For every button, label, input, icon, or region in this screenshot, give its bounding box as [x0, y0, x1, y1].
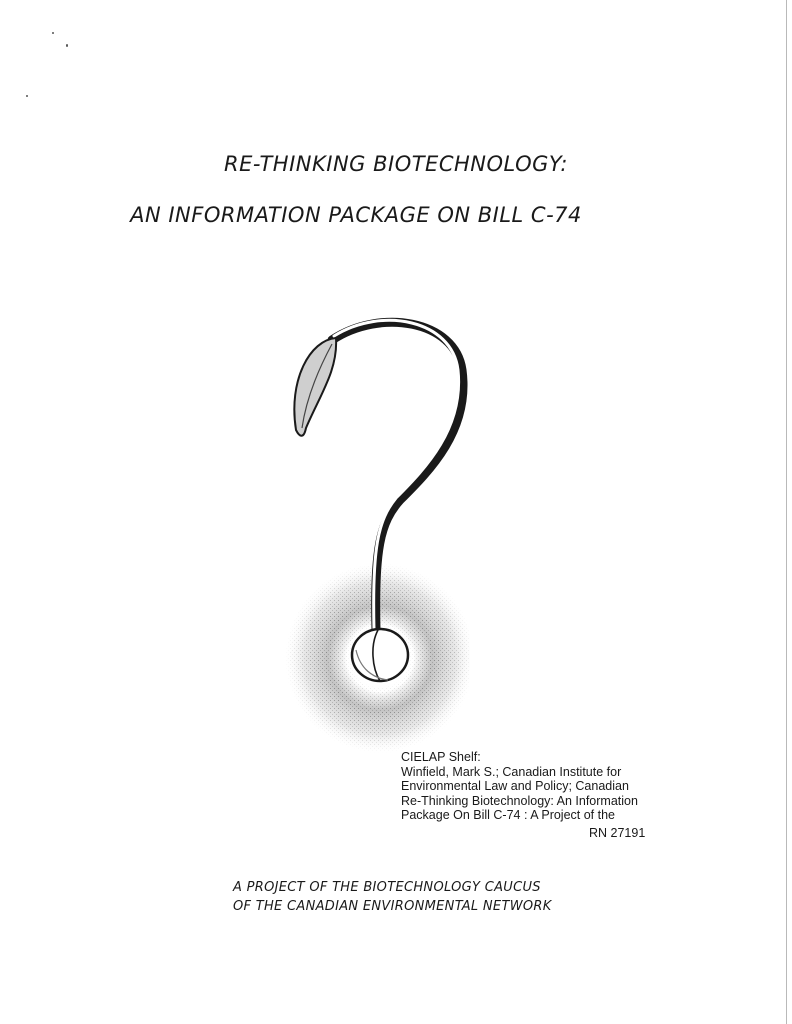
- catalog-heading: CIELAP Shelf:: [401, 750, 481, 764]
- scan-speck: [66, 44, 68, 47]
- scan-edge-line: [786, 0, 787, 1024]
- catalog-label: [401, 750, 721, 840]
- project-credit: [233, 878, 653, 916]
- catalog-line: Re-Thinking Biotechnology: An Information: [401, 793, 638, 808]
- catalog-line: Environmental Law and Policy; Canadian: [401, 779, 629, 793]
- seed: [352, 629, 408, 681]
- seedling-leaf: [294, 338, 336, 436]
- project-credit-line-2: OF THE CANADIAN ENVIRONMENTAL NETWORK: [233, 899, 552, 914]
- record-number: RN 27191: [589, 825, 646, 840]
- project-credit-line-1: A PROJECT OF THE BIOTECHNOLOGY CAUCUS: [233, 880, 541, 895]
- question-mark-seedling-icon: [270, 300, 470, 760]
- scan-speck: [52, 32, 54, 34]
- scan-speck: [26, 95, 28, 97]
- catalog-line: Winfield, Mark S.; Canadian Institute for: [401, 764, 622, 779]
- title-line-2: AN INFORMATION PACKAGE ON BILL C-74: [130, 203, 582, 227]
- catalog-line: Package On Bill C-74 : A Project of the: [401, 808, 616, 822]
- title-line-1: RE-THINKING BIOTECHNOLOGY:: [224, 152, 568, 176]
